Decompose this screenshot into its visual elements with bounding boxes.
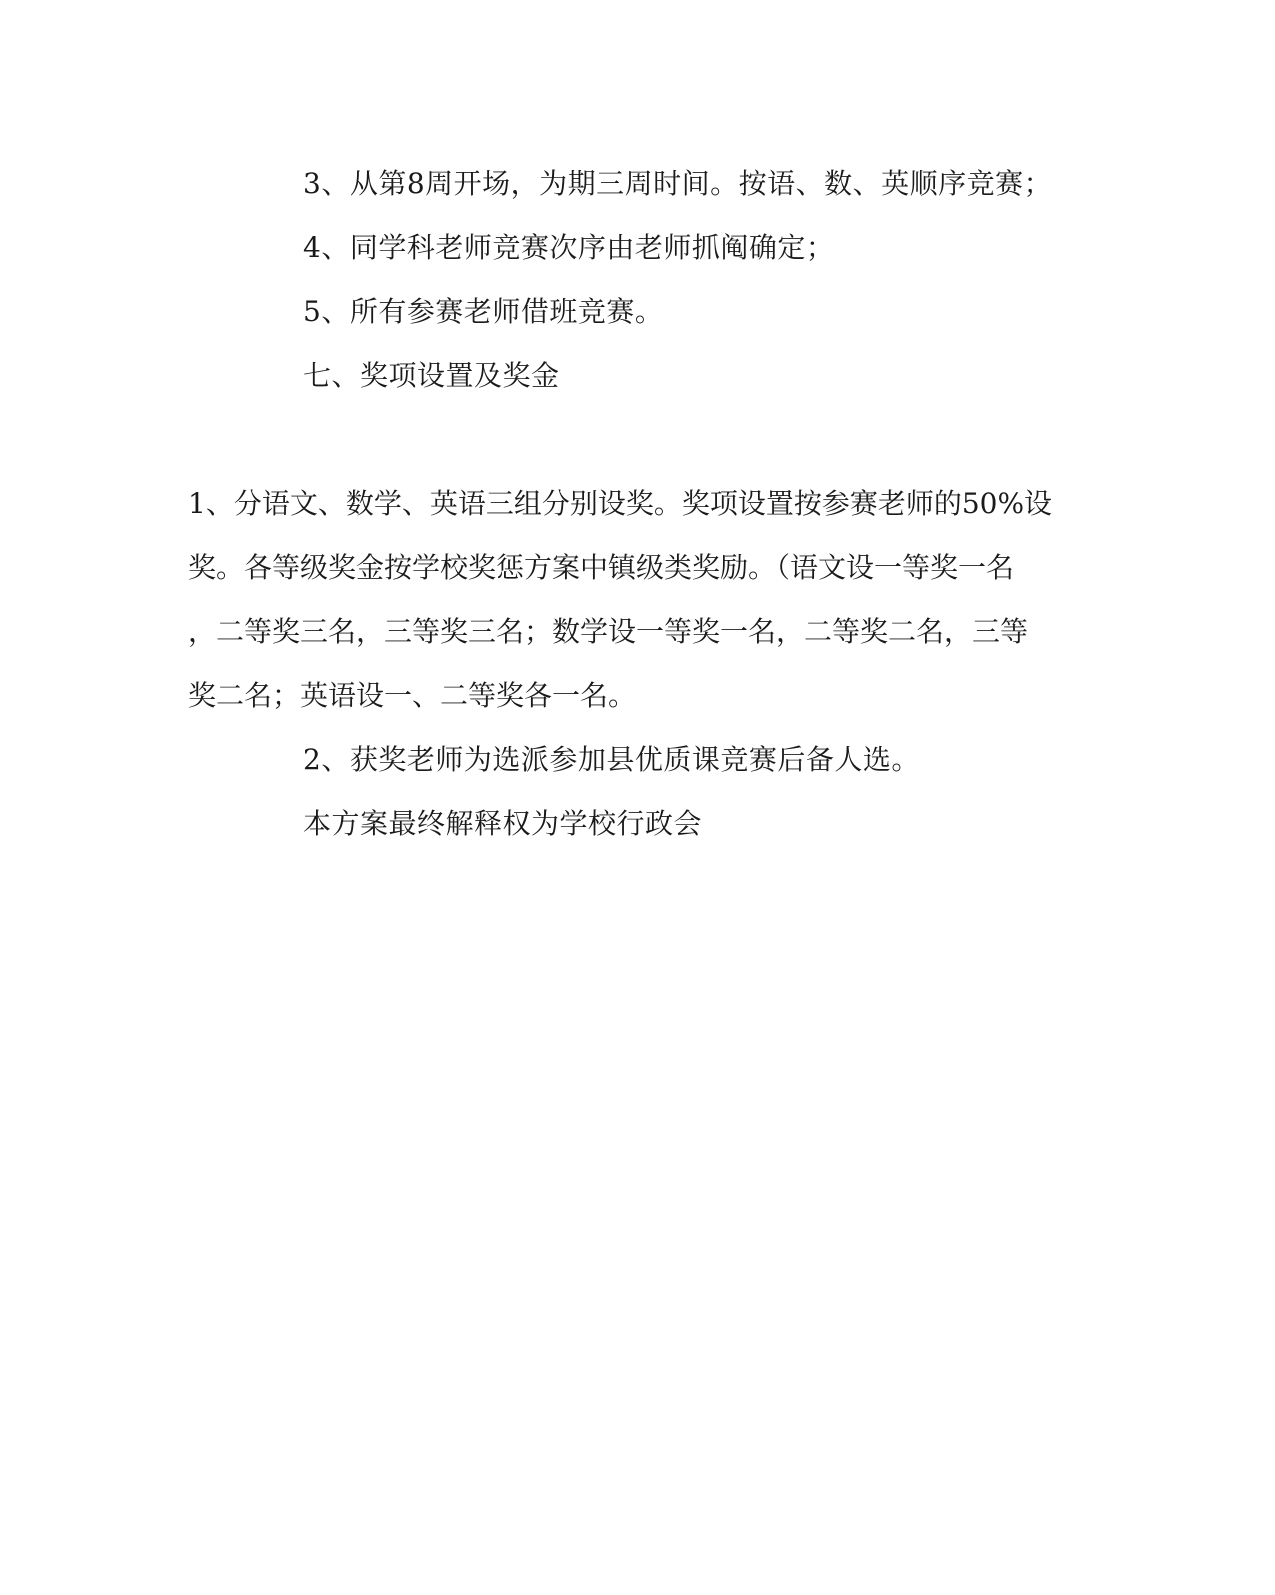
closing-statement: 本方案最终解释权为学校行政会 xyxy=(303,807,703,840)
paragraph-line: 奖二名；英语设一、二等奖各一名。 xyxy=(188,679,637,712)
paragraph-line: 1、分语文、数学、英语三组分别设奖。奖项设置按参赛老师的50%设 xyxy=(188,487,1053,520)
item-3-text: 3、从第8周开场，为期三周时间。按语、数、英顺序竞赛； xyxy=(303,167,1053,200)
item-2-text: 2、获奖老师为选派参加县优质课竞赛后备人选。 xyxy=(303,743,920,776)
paragraph-line: ，二等奖三名，三等奖三名；数学设一等奖一名，二等奖二名，三等 xyxy=(188,615,1029,648)
section-heading-awards: 七、奖项设置及奖金 xyxy=(303,359,560,392)
paragraph-line: 奖。各等级奖金按学校奖惩方案中镇级类奖励。（语文设一等奖一名 xyxy=(188,551,1015,584)
item-5-text: 5、所有参赛老师借班竞赛。 xyxy=(303,295,664,328)
item-4-text: 4、同学科老师竞赛次序由老师抓阄确定； xyxy=(303,231,835,264)
